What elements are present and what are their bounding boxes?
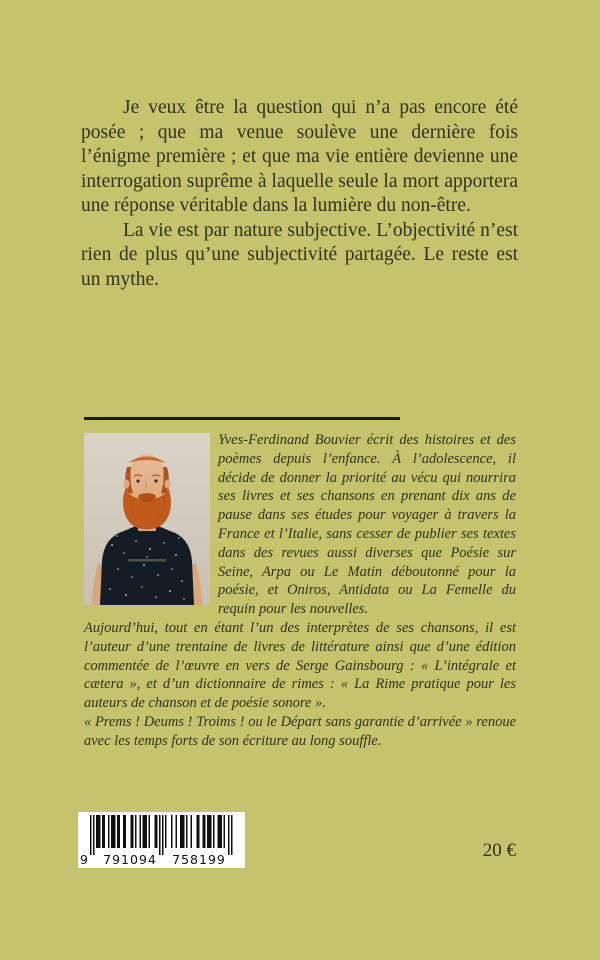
bio-paragraph: Yves-Ferdinand Bouvier écrit des histoires et des poèmes depuis l’enfance. À l’adolescence, il décide de donner la priorité au vécu qui nourrira ses livres et ses chansons en prenant dix ans de pause dans ses études pour voyager à travers la France et l’Italie, sans cesser de publier ses textes dans des revues aussi diverses que Poésie sur Seine, Arpa ou Le Matin déboutonné pour la poésie, et Oniros, Antidata ou La Femelle du requin pour les nouvelles.	[218, 432, 516, 618]
quote-paragraph: La vie est par nature subjective. L’objectivité n’est rien de plus qu’une subjectivité partagée. Le reste est un mythe.	[81, 219, 518, 290]
barcode-digit-group: 9	[80, 852, 88, 867]
quote-block	[81, 96, 518, 292]
author-bio	[84, 431, 516, 751]
barcode-digit-group: 791094	[103, 852, 157, 867]
barcode	[78, 812, 245, 868]
barcode-digit-group: 758199	[172, 852, 226, 867]
bio-paragraph: Aujourd’hui, tout en étant l’un des interprètes de ses chansons, il est l’auteur d’une trentaine de livres de littérature ainsi que d’une édition commentée de l’œuvre en vers de Serge Gainsbourg : « L’intégrale et cætera », et d’un dictionnaire de rimes : « La Rime pratique pour les auteurs de chanson et de poésie sonore ».	[84, 619, 516, 712]
author-photo	[84, 433, 210, 605]
price-label: 20 €	[482, 840, 516, 861]
divider-rule	[84, 417, 400, 420]
barcode-number	[78, 852, 245, 867]
author-section	[84, 417, 516, 751]
bio-paragraph: « Prems ! Deums ! Troims ! ou le Départ sans garantie d’arrivée » renoue avec les temps forts de son écriture au long souffle.	[84, 713, 516, 749]
quote-paragraph: Je veux être la question qui n’a pas encore été posée ; que ma venue soulève une dernière fois l’énigme première ; et que ma vie entière devienne une interrogation suprême à laquelle seule la mort apportera une réponse véritable dans la lumière du non-être.	[81, 97, 518, 216]
author-portrait-illustration	[84, 433, 210, 605]
